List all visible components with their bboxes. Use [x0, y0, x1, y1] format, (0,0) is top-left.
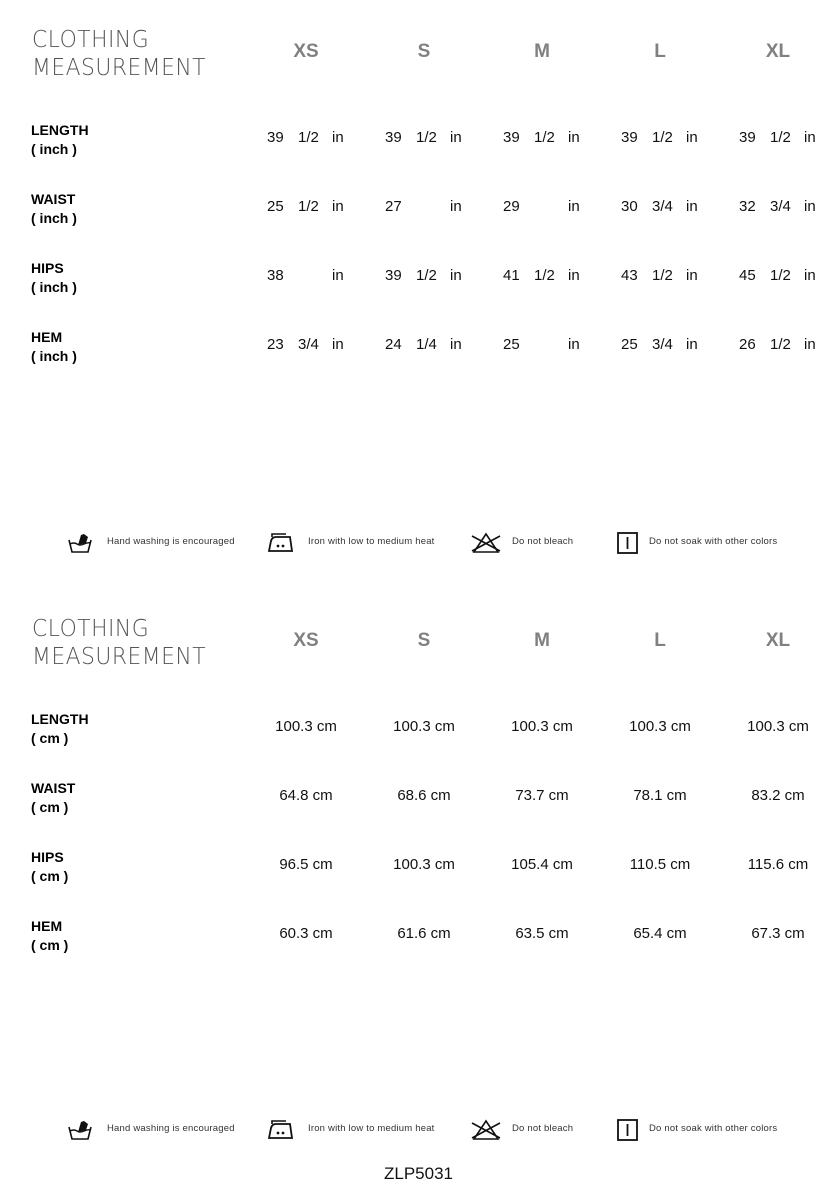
size-header-xl: XL — [765, 41, 791, 62]
cell-unit: in — [804, 336, 816, 353]
measurement-name: WAIST — [31, 780, 76, 796]
table-cell-length-m: 100.3 cm — [511, 718, 573, 735]
cell-whole: 24 — [385, 336, 402, 353]
care-instructions-top — [0, 523, 837, 563]
row-label-length — [31, 710, 89, 748]
cell-fraction: 1/2 — [652, 267, 673, 284]
cell-fraction: 1/2 — [298, 198, 319, 215]
title-line-2: MEASUREMENT — [32, 644, 207, 670]
measurement-unit: ( inch ) — [31, 210, 77, 226]
measurement-unit: ( inch ) — [31, 141, 77, 157]
cell-unit: in — [332, 267, 344, 284]
cell-unit: in — [568, 129, 580, 146]
cell-unit: in — [804, 267, 816, 284]
cell-unit: in — [332, 198, 344, 215]
table-cell-waist-m — [503, 198, 583, 218]
row-label-hips — [31, 259, 77, 297]
table-cell-hem-xs: 60.3 cm — [279, 925, 333, 942]
hand-wash-icon — [66, 1118, 94, 1142]
cell-fraction: 3/4 — [652, 198, 673, 215]
measurement-name: HIPS — [31, 260, 64, 276]
table-cell-waist-xl: 83.2 cm — [751, 787, 805, 804]
table-cell-hem-xl: 67.3 cm — [751, 925, 805, 942]
table-cell-waist-l — [621, 198, 701, 218]
measurement-unit: ( cm ) — [31, 730, 69, 746]
measurement-name: HEM — [31, 918, 63, 934]
cell-fraction: 1/2 — [770, 129, 791, 146]
cell-unit: in — [332, 129, 344, 146]
table-cell-hips-s: 100.3 cm — [393, 856, 455, 873]
measurement-unit: ( cm ) — [31, 868, 69, 884]
inch-measurement-section — [0, 0, 837, 500]
table-cell-hips-m — [503, 267, 583, 287]
care-label: Do not soak with other colors — [649, 536, 778, 547]
cell-fraction: 1/2 — [652, 129, 673, 146]
title-line-1: CLOTHING — [32, 616, 150, 642]
table-cell-length-l: 100.3 cm — [629, 718, 691, 735]
measurement-unit: ( inch ) — [31, 279, 77, 295]
product-code: ZLP5031 — [384, 1164, 453, 1183]
table-cell-length-l — [621, 129, 701, 149]
do-not-bleach-icon — [470, 1118, 498, 1142]
cell-whole: 39 — [739, 129, 756, 146]
iron-low-medium-icon — [266, 1118, 294, 1142]
cell-unit: in — [686, 336, 698, 353]
cell-whole: 25 — [267, 198, 284, 215]
do-not-soak-icon — [614, 531, 642, 555]
table-cell-hem-xs — [267, 336, 347, 356]
size-header-m: M — [534, 630, 550, 651]
size-header-l: L — [654, 630, 666, 651]
row-label-hips — [31, 848, 68, 886]
size-header-xs: XS — [293, 630, 319, 651]
cell-fraction: 1/2 — [416, 267, 437, 284]
care-label: Iron with low to medium heat — [308, 536, 435, 547]
table-cell-length-xs — [267, 129, 347, 149]
care-label: Hand washing is encouraged — [107, 1123, 235, 1134]
table-cell-hem-m: 63.5 cm — [515, 925, 569, 942]
cell-unit: in — [686, 267, 698, 284]
cell-fraction: 1/2 — [534, 267, 555, 284]
cell-unit: in — [686, 198, 698, 215]
table-cell-hips-xs: 96.5 cm — [279, 856, 333, 873]
table-cell-hips-xl — [739, 267, 819, 287]
table-cell-waist-s — [385, 198, 465, 218]
table-cell-hem-l: 65.4 cm — [633, 925, 687, 942]
size-header-l: L — [654, 41, 666, 62]
cell-whole: 27 — [385, 198, 402, 215]
table-cell-waist-l: 78.1 cm — [633, 787, 687, 804]
table-cell-length-m — [503, 129, 583, 149]
table-cell-waist-xs: 64.8 cm — [279, 787, 333, 804]
cell-fraction: 1/4 — [416, 336, 437, 353]
cell-whole: 26 — [739, 336, 756, 353]
cell-fraction: 3/4 — [298, 336, 319, 353]
cell-whole: 39 — [621, 129, 638, 146]
table-cell-hips-xl: 115.6 cm — [747, 856, 809, 873]
table-cell-hem-s: 61.6 cm — [397, 925, 451, 942]
measurement-name: HIPS — [31, 849, 64, 865]
table-cell-waist-xl — [739, 198, 819, 218]
iron-low-medium-icon — [266, 531, 294, 555]
cm-table-title — [32, 615, 206, 671]
size-header-m: M — [534, 41, 550, 62]
cell-whole: 25 — [503, 336, 520, 353]
table-cell-waist-xs — [267, 198, 347, 218]
cell-whole: 45 — [739, 267, 756, 284]
care-label: Iron with low to medium heat — [308, 1123, 435, 1134]
cell-unit: in — [568, 198, 580, 215]
hand-wash-icon — [66, 531, 94, 555]
table-cell-hips-l: 110.5 cm — [629, 856, 691, 873]
size-header-xl: XL — [765, 630, 791, 651]
cm-measurement-section — [0, 589, 837, 1089]
cell-fraction: 1/2 — [770, 267, 791, 284]
table-cell-hips-xs — [267, 267, 347, 287]
care-instructions-bottom — [0, 1110, 837, 1150]
cell-unit: in — [804, 129, 816, 146]
row-label-length — [31, 121, 89, 159]
cell-whole: 39 — [385, 129, 402, 146]
cell-whole: 25 — [621, 336, 638, 353]
cell-unit: in — [568, 267, 580, 284]
table-cell-hips-s — [385, 267, 465, 287]
cell-fraction: 1/2 — [770, 336, 791, 353]
measurement-unit: ( cm ) — [31, 799, 69, 815]
measurement-name: WAIST — [31, 191, 76, 207]
row-label-waist — [31, 779, 75, 817]
cell-unit: in — [450, 336, 462, 353]
cell-unit: in — [686, 129, 698, 146]
size-header-s: S — [417, 630, 431, 651]
cell-whole: 30 — [621, 198, 638, 215]
table-cell-hem-s — [385, 336, 465, 356]
do-not-soak-icon — [614, 1118, 642, 1142]
cell-whole: 29 — [503, 198, 520, 215]
care-label: Hand washing is encouraged — [107, 536, 235, 547]
cell-whole: 39 — [267, 129, 284, 146]
cell-whole: 38 — [267, 267, 284, 284]
cell-unit: in — [450, 267, 462, 284]
row-label-hem — [31, 917, 68, 955]
cell-whole: 39 — [385, 267, 402, 284]
inch-table-title — [32, 26, 206, 82]
table-cell-hem-xl — [739, 336, 819, 356]
cell-whole: 39 — [503, 129, 520, 146]
cell-fraction: 1/2 — [416, 129, 437, 146]
table-cell-length-xl: 100.3 cm — [747, 718, 809, 735]
size-header-xs: XS — [293, 41, 319, 62]
care-label: Do not bleach — [512, 536, 574, 547]
cell-fraction: 1/2 — [534, 129, 555, 146]
cell-unit: in — [450, 198, 462, 215]
row-label-hem — [31, 328, 77, 366]
do-not-bleach-icon — [470, 531, 498, 555]
table-cell-hem-l — [621, 336, 701, 356]
cell-unit: in — [568, 336, 580, 353]
measurement-name: LENGTH — [31, 122, 89, 138]
cell-unit: in — [804, 198, 816, 215]
measurement-name: LENGTH — [31, 711, 89, 727]
cell-fraction: 1/2 — [298, 129, 319, 146]
size-header-s: S — [417, 41, 431, 62]
cell-whole: 32 — [739, 198, 756, 215]
measurement-name: HEM — [31, 329, 63, 345]
cell-unit: in — [450, 129, 462, 146]
cell-fraction: 3/4 — [770, 198, 791, 215]
table-cell-waist-s: 68.6 cm — [397, 787, 451, 804]
measurement-unit: ( cm ) — [31, 937, 69, 953]
cell-whole: 41 — [503, 267, 520, 284]
table-cell-length-xl — [739, 129, 819, 149]
title-line-2: MEASUREMENT — [32, 55, 207, 81]
table-cell-waist-m: 73.7 cm — [515, 787, 569, 804]
table-cell-hem-m — [503, 336, 583, 356]
cell-whole: 23 — [267, 336, 284, 353]
care-label: Do not bleach — [512, 1123, 574, 1134]
cell-whole: 43 — [621, 267, 638, 284]
table-cell-length-xs: 100.3 cm — [275, 718, 337, 735]
table-cell-hips-m: 105.4 cm — [511, 856, 573, 873]
measurement-unit: ( inch ) — [31, 348, 77, 364]
care-label: Do not soak with other colors — [649, 1123, 778, 1134]
cell-unit: in — [332, 336, 344, 353]
title-line-1: CLOTHING — [32, 27, 150, 53]
row-label-waist — [31, 190, 77, 228]
cell-fraction: 3/4 — [652, 336, 673, 353]
table-cell-length-s — [385, 129, 465, 149]
table-cell-length-s: 100.3 cm — [393, 718, 455, 735]
table-cell-hips-l — [621, 267, 701, 287]
